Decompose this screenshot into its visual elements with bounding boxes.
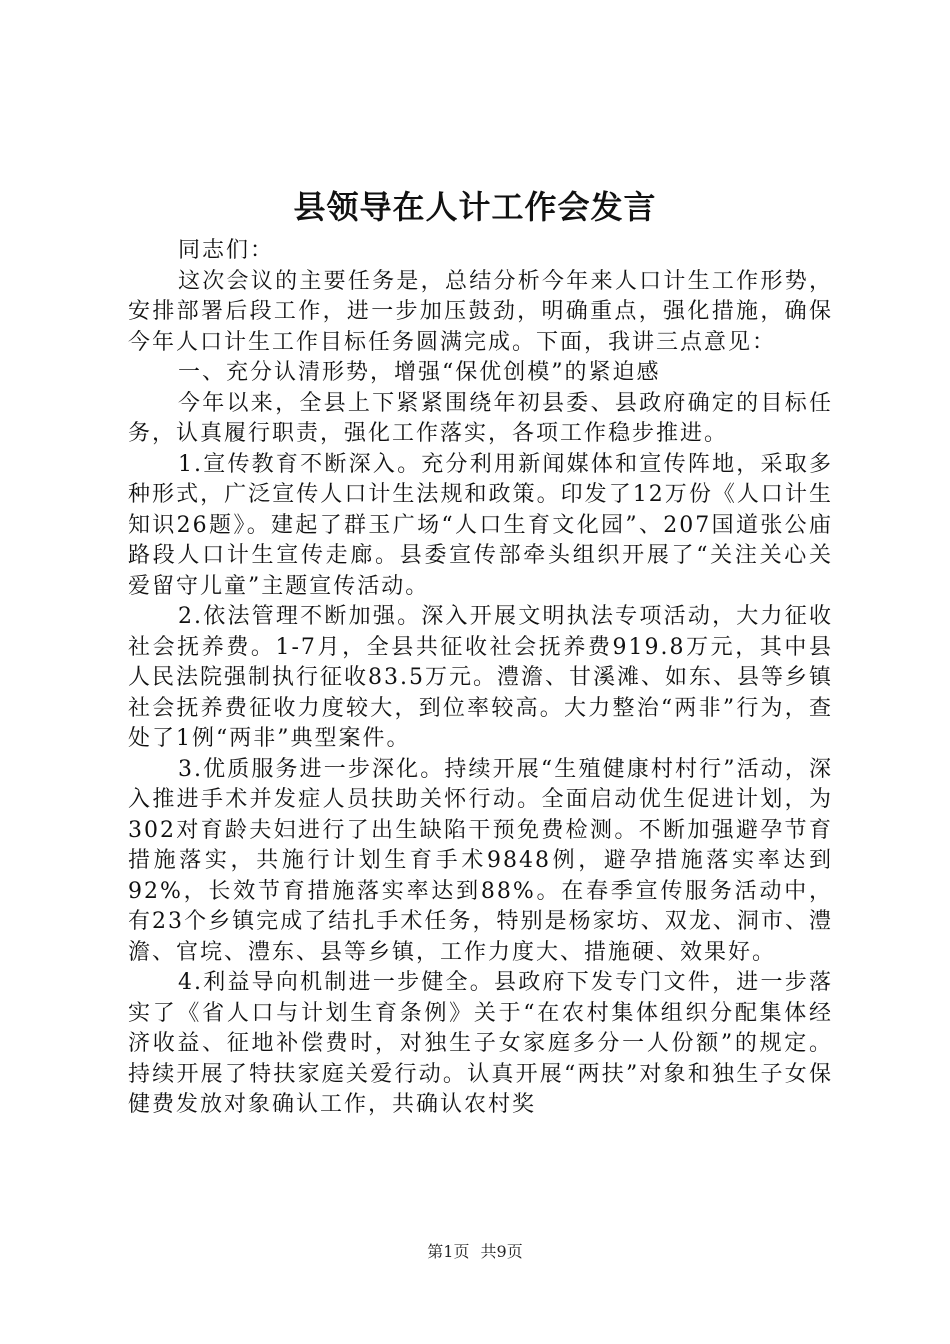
page-number: 第1页 — [427, 1242, 470, 1261]
intro-paragraph: 这次会议的主要任务是，总结分析今年来人口计生工作形势，安排部署后段工作，进一步加压鼓劲，明确重点，强化措施，确保今年人口计生工作目标任务圆满完成。下面，我讲三点意见： — [128, 268, 833, 355]
page-total: 共9页 — [480, 1242, 523, 1261]
body-paragraph: 今年以来，全县上下紧紧围绕年初县委、县政府确定的目标任务，认真履行职责，强化工作落实，各项工作稳步推进。 — [128, 390, 833, 446]
body-paragraph: 1.宣传教育不断深入。充分利用新闻媒体和宣传阵地，采取多种形式，广泛宣传人口计生法规和政策。印发了12万份《人口计生知识26题》。建起了群玉广场“人口生育文化园”、207国道张公庙路段人口计生宣传走廊。县委宣传部牵头组织开展了“关注关心关爱留守儿童”主题宣传活动。 — [128, 451, 833, 599]
body-paragraph: 4.利益导向机制进一步健全。县政府下发专门文件，进一步落实了《省人口与计划生育条例》关于“在农村集体组织分配集体经济收益、征地补偿费时，对独生子女家庭多分一人份额”的规定。持续开展了特扶家庭关爱行动。认真开展“两扶”对象和独生子女保健费发放对象确认工作，共确认农村奖 — [128, 970, 833, 1117]
page-footer — [0, 1240, 950, 1264]
document-body — [128, 236, 833, 1121]
body-paragraph: 3.优质服务进一步深化。持续开展“生殖健康村村行”活动，深入推进手术并发症人员扶助关怀行动。全面启动优生促进计划，为302对育龄夫妇进行了出生缺陷干预免费检测。不断加强避孕节育措施落实，共施行计划生育手术9848例，避孕措施落实率达到92%，长效节育措施落实率达到88%。在春季宣传服务活动中，有23个乡镇完成了结扎手术任务，特别是杨家坊、双龙、洞市、澧澹、官垸、澧东、县等乡镇，工作力度大、措施硬、效果好。 — [128, 756, 833, 965]
document-title: 县领导在人计工作会发言 — [293, 188, 657, 226]
salutation-paragraph: 同志们： — [178, 238, 275, 263]
body-paragraph: 2.依法管理不断加强。深入开展文明执法专项活动，大力征收社会抚养费。1-7月，全县共征收社会抚养费919.8万元，其中县人民法院强制执行征收83.5万元。澧澹、甘溪滩、如东、县等乡镇社会抚养费征收力度较大，到位率较高。大力整治“两非”行为，查处了1例“两非”典型案件。 — [128, 604, 833, 751]
section-heading: 一、充分认清形势，增强“保优创模”的紧迫感 — [178, 360, 661, 385]
